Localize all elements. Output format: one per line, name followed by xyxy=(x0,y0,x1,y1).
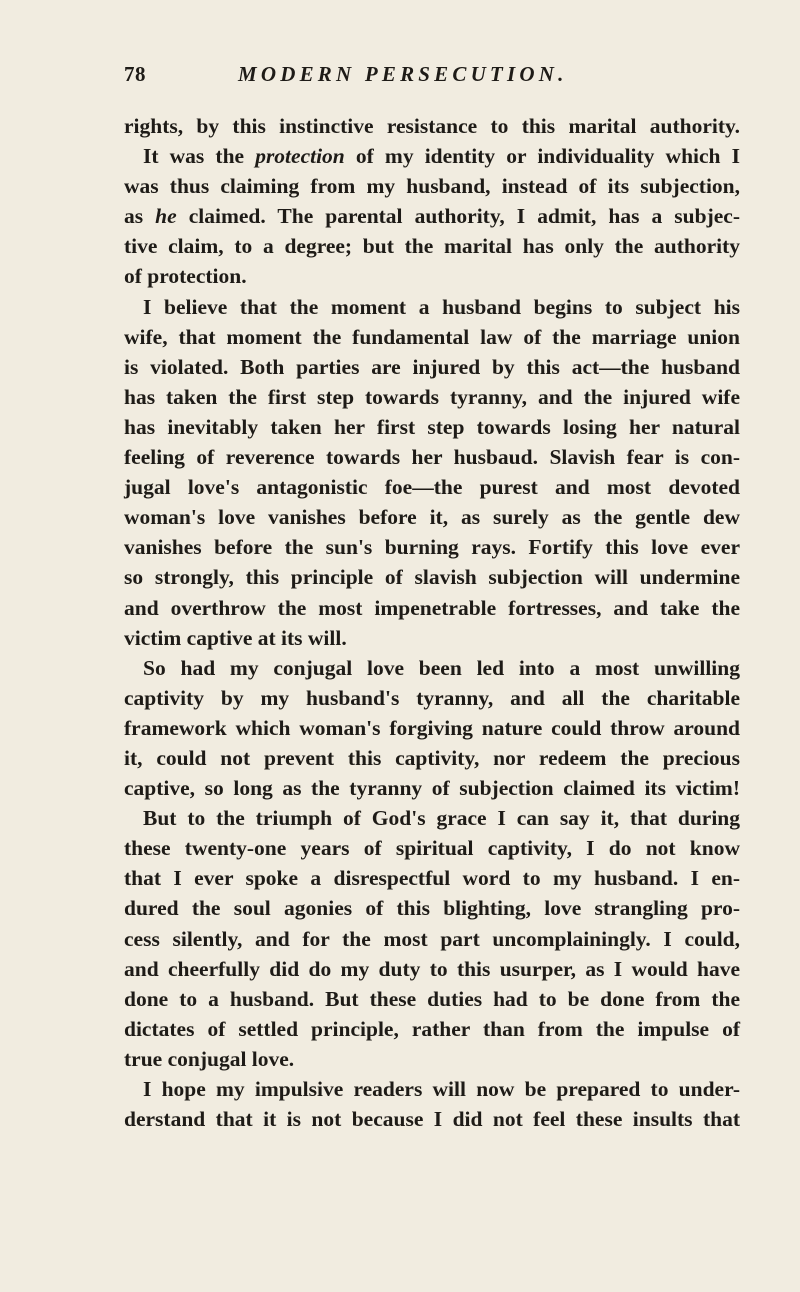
body-text xyxy=(124,111,740,1134)
text-line: woman's love vanishes before it, as surely as the gentle dew xyxy=(124,505,740,530)
text-line: and overthrow the most impenetrable fortresses, and take the xyxy=(124,595,740,620)
text-line: of protection. xyxy=(124,264,247,289)
text-line: as he claimed. The parental authority, I admit, has a subjec- xyxy=(124,204,740,229)
text-line: so strongly, this principle of slavish subjection will undermine xyxy=(124,565,740,590)
text-line: rights, by this instinctive resistance to this marital authority. xyxy=(124,114,740,138)
text-line: is violated. Both parties are injured by this act—the husband xyxy=(124,354,740,379)
text-line: derstand that it is not because I did not feel these insults that xyxy=(124,1107,740,1132)
text-line: It was the protection of my identity or individuality which I xyxy=(143,144,740,169)
text-line: jugal love's antagonistic foe—the purest and most devoted xyxy=(124,475,740,500)
text-line: I believe that the moment a husband begins to subject his xyxy=(143,294,740,319)
text-line: wife, that moment the fundamental law of the marriage union xyxy=(124,324,740,349)
text-line: vanishes before the sun's burning rays. Fortify this love ever xyxy=(124,535,740,560)
text-line: true conjugal love. xyxy=(124,1046,295,1071)
emphasis-text: he xyxy=(155,204,177,229)
text-line: dictates of settled principle, rather than from the impulse of xyxy=(124,1016,740,1041)
text-line: and cheerfully did do my duty to this usurper, as I would have xyxy=(124,956,740,981)
text-line: captivity by my husband's tyranny, and all the charitable xyxy=(124,685,740,710)
text-line: these twenty-one years of spiritual captivity, I do not know xyxy=(124,836,740,861)
text-line: tive claim, to a degree; but the marital has only the authority xyxy=(124,234,740,259)
page-number: 78 xyxy=(124,62,146,86)
running-title: MODERN PERSECUTION. xyxy=(238,62,568,86)
text-line: victim captive at its will. xyxy=(124,625,347,650)
text-line: framework which woman's forgiving nature could throw around xyxy=(124,715,740,740)
text-line: feeling of reverence towards her husbaud. Slavish fear is con- xyxy=(124,445,740,470)
text-line: has taken the first step towards tyranny, and the injured wife xyxy=(124,384,740,409)
text-line: cess silently, and for the most part uncomplainingly. I could, xyxy=(124,926,740,951)
text-line: So had my conjugal love been led into a most unwilling xyxy=(143,655,740,680)
text-line: captive, so long as the tyranny of subjection claimed its victim! xyxy=(124,776,740,801)
text-line: dured the soul agonies of this blighting, love strangling pro- xyxy=(124,896,740,921)
text-line: I hope my impulsive readers will now be prepared to under- xyxy=(143,1077,740,1101)
text-line: done to a husband. But these duties had to be done from the xyxy=(124,986,740,1011)
emphasis-text: protection xyxy=(255,144,345,169)
running-head xyxy=(124,62,740,92)
text-line: that I ever spoke a disrespectful word to my husband. I en- xyxy=(124,866,740,891)
text-line: has inevitably taken her first step towards losing her natural xyxy=(124,414,740,439)
text-line: it, could not prevent this captivity, nor redeem the precious xyxy=(124,745,740,770)
text-line: But to the triumph of God's grace I can say it, that during xyxy=(143,806,740,831)
text-line: was thus claiming from my husband, instead of its subjection, xyxy=(124,174,740,199)
